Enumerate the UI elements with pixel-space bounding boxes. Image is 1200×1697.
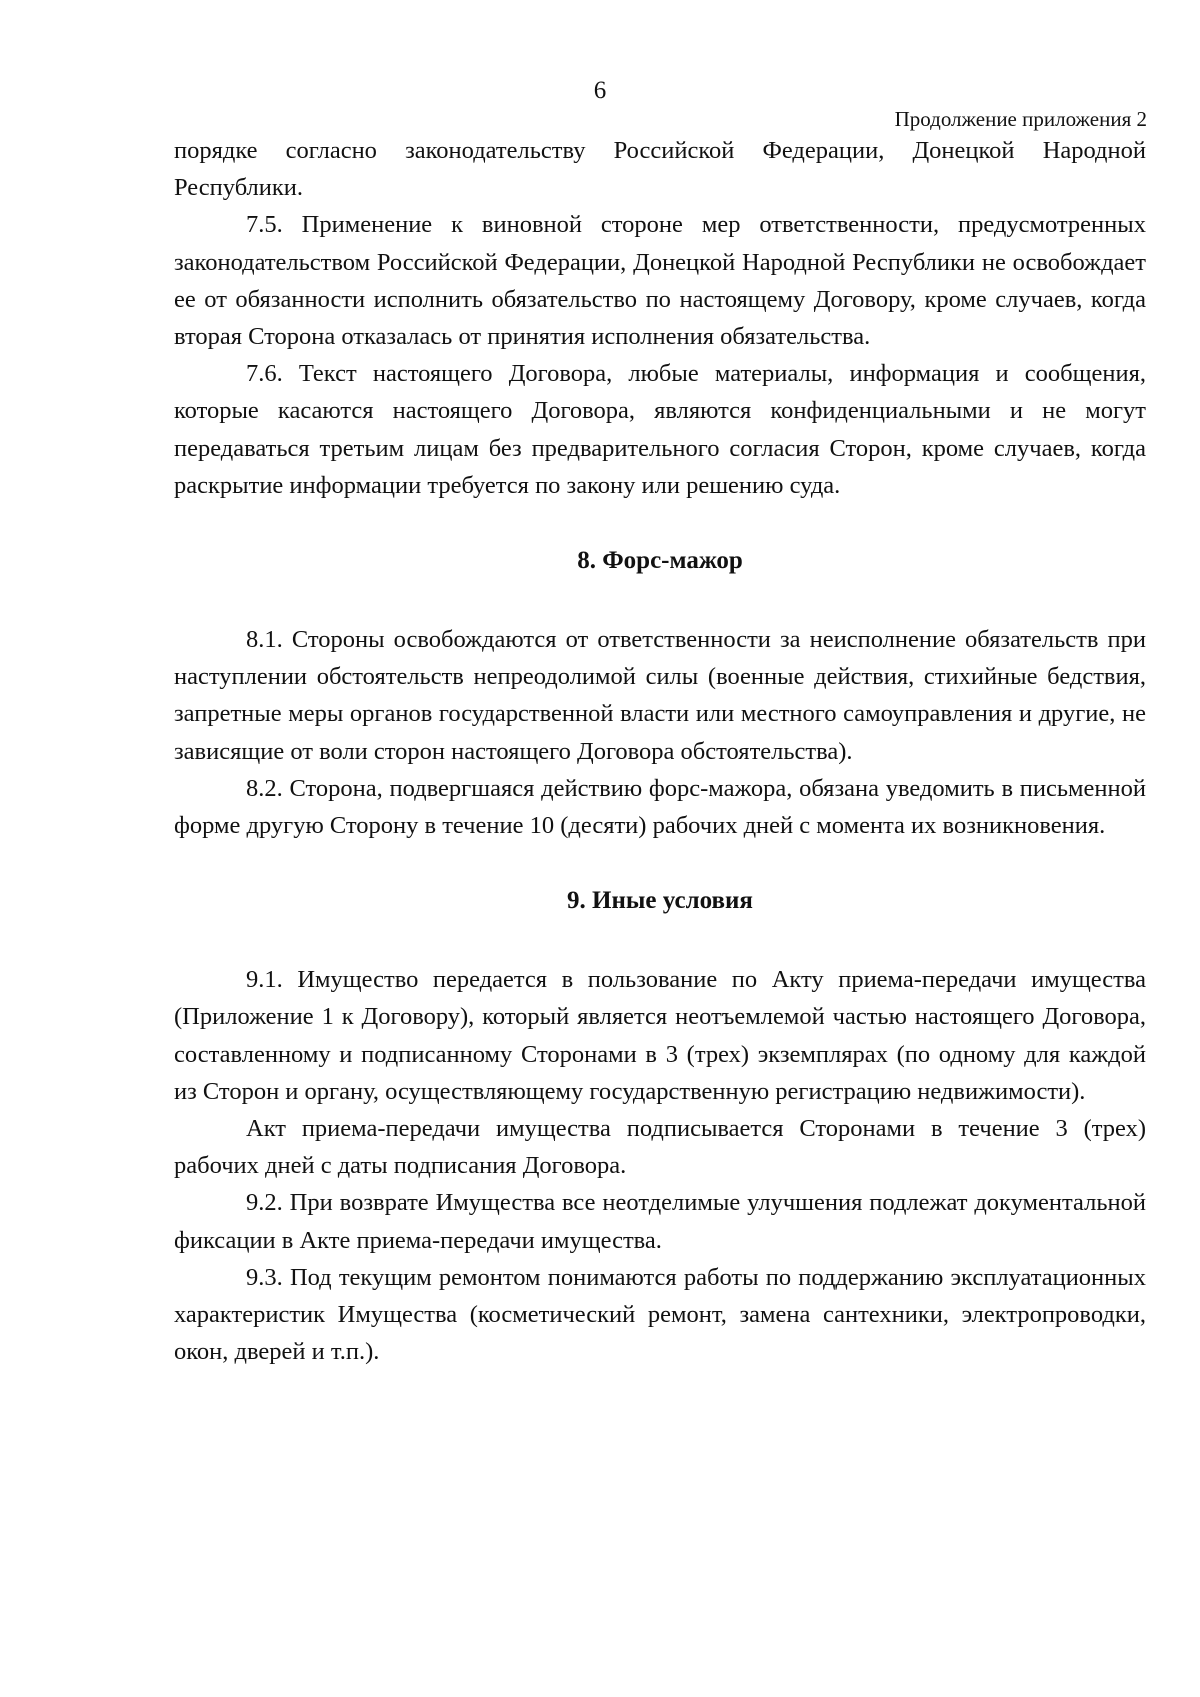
page-number: 6	[593, 77, 607, 104]
paragraph-7-6: 7.6. Текст настоящего Договора, любые материалы, информация и сообщения, которые касаются настоящего Договора, являются конфиденциальными и не могут передаваться третьим лицам без предварительного согласия Сторон, кроме случаев, когда раскрытие информации требуется по закону или решению суда.	[174, 360, 1146, 499]
paragraph-9-2: 9.2. При возврате Имущества все неотделимые улучшения подлежат документальной фиксации в Акте приема-передачи имущества.	[174, 1189, 1146, 1254]
appendix-continuation-note: Продолжение приложения 2	[894, 107, 1147, 131]
paragraph-8-2: 8.2. Сторона, подвергшаяся действию форс-мажора, обязана уведомить в письменной форме другую Сторону в течение 10 (десяти) рабочих дней с момента их возникновения.	[174, 774, 1146, 840]
paragraph-9-3: 9.3. Под текущим ремонтом понимаются работы по поддержанию эксплуатационных характеристик Имущества (косметический ремонт, замена сантехники, электропроводки, окон, дверей и т.п.).	[174, 1263, 1146, 1366]
section-heading-8: 8. Форс-мажор	[577, 547, 743, 575]
paragraph-8-1: 8.1. Стороны освобождаются от ответственности за неисполнение обязательств при наступлении обстоятельств непреодолимой силы (военные действия, стихийные бедствия, запретные меры органов государственной власти или местного самоуправления и другие, не зависящие от воли сторон настоящего Договора обстоятельства).	[174, 626, 1146, 765]
paragraph-7-5: 7.5. Применение к виновной стороне мер ответственности, предусмотренных законодательством Российской Федерации, Донецкой Народной Республики не освобождает ее от обязанности исполнить обязательство по настоящему Договору, кроме случаев, когда вторая Сторона отказалась от принятия исполнения обязательства.	[174, 211, 1146, 351]
document-body	[174, 132, 1146, 1370]
section-heading-9: 9. Иные условия	[567, 887, 753, 915]
paragraph-continuation: порядке согласно законодательству Российской Федерации, Донецкой Народной Республики.	[174, 137, 1146, 202]
paragraph-9-1: 9.1. Имущество передается в пользование по Акту приема-передачи имущества (Приложение 1 к Договору), который является неотъемлемой частью настоящего Договора, составленному и подписанному Сторонами в 3 (трех) экземплярах (по одному для каждой из Сторон и органу, осуществляющему государственную регистрацию недвижимости).	[174, 966, 1146, 1105]
paragraph-9-1-act: Акт приема-передачи имущества подписывается Сторонами в течение 3 (трех) рабочих дней с даты подписания Договора.	[174, 1115, 1146, 1180]
